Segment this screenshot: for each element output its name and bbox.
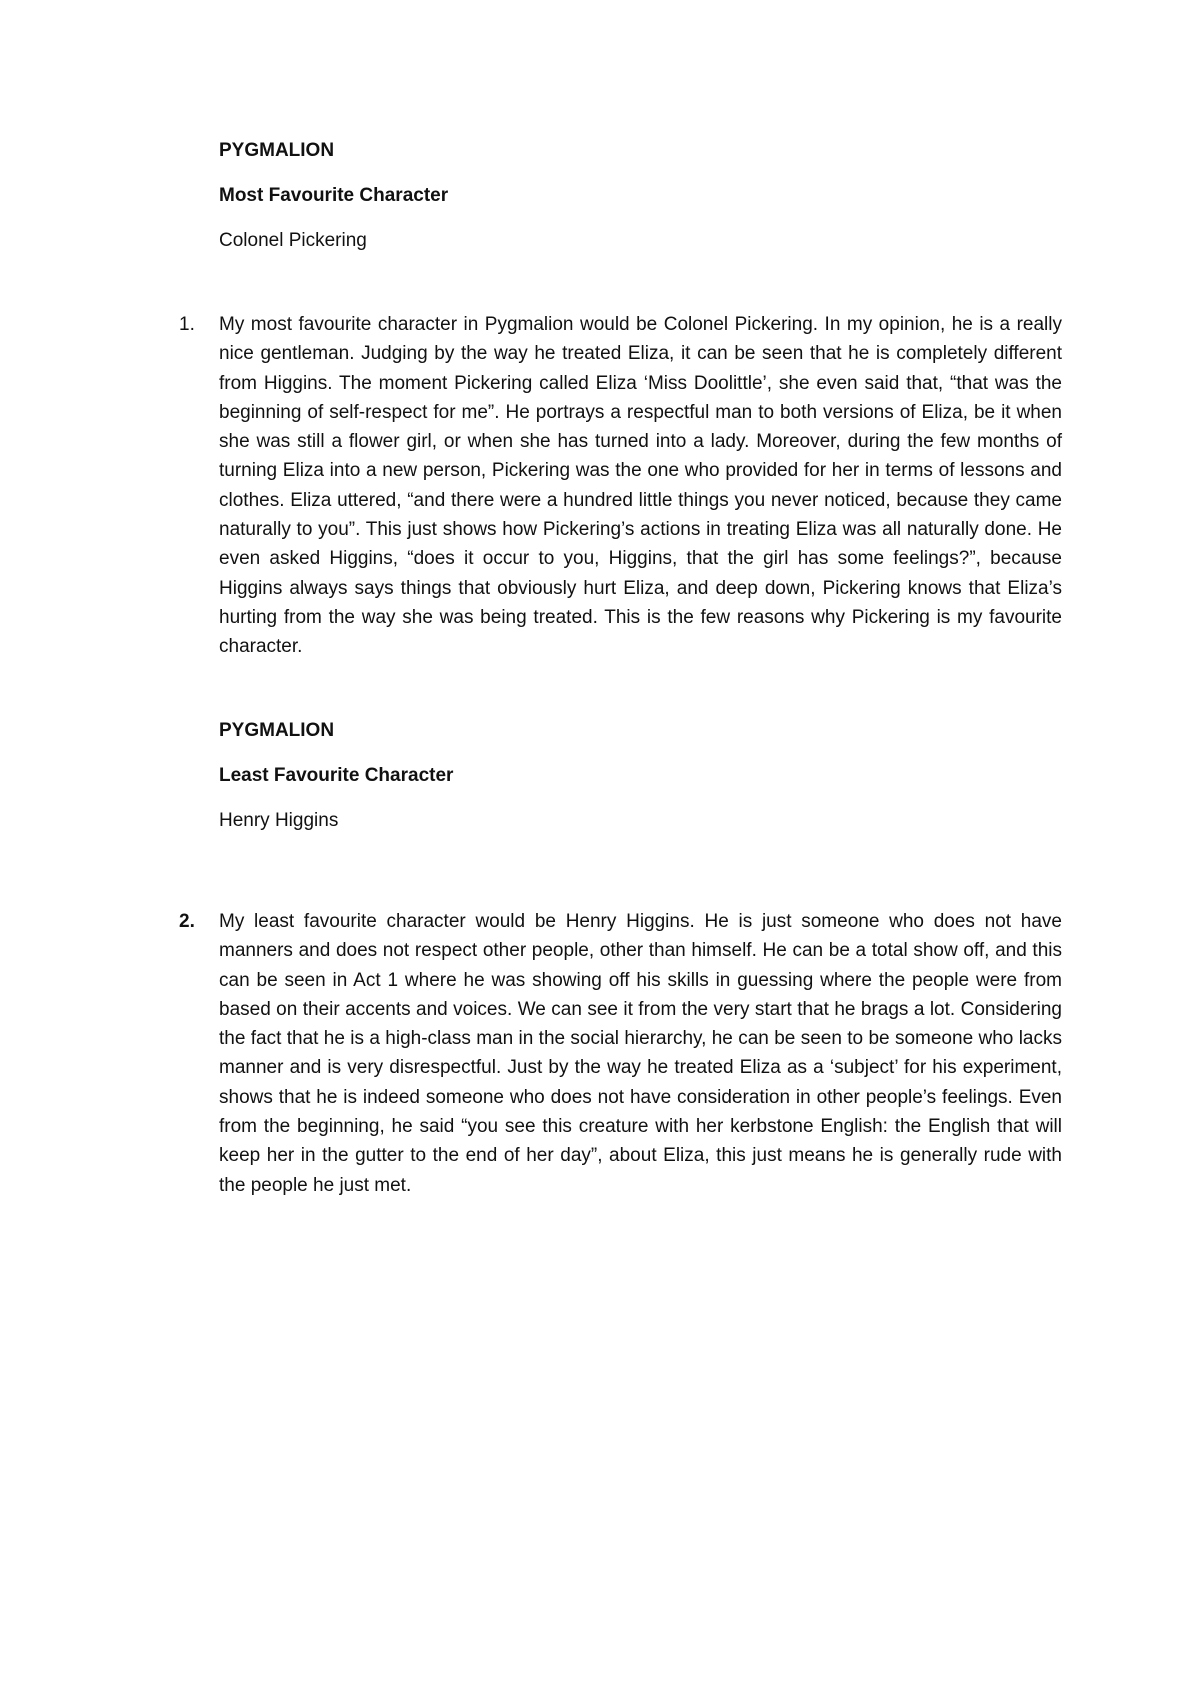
- section-subheading: Most Favourite Character: [219, 185, 449, 206]
- list-item-least-favourite: [179, 907, 1062, 1200]
- section-least-favourite-header: [219, 720, 1062, 832]
- section-heading: PYGMALION: [219, 140, 335, 161]
- list-item-number: 2.: [179, 911, 195, 932]
- paragraph-favourite: My most favourite character in Pygmalion would be Colonel Pickering. In my opinion, he is a really nice gentleman. Judging by the way he treated Eliza, it can be seen that he is completely different from Higgins. The moment Pickering called Eliza ‘Miss Doolittle’, she even said that, “that was the beginning of self-respect for me”. He portrays a respectful man to both versions of Eliza, be it when she was still a flower girl, or when she has turned into a lady. Moreover, during the few months of turning Eliza into a new person, Pickering was the one who provided for her in terms of lessons and clothes. Eliza uttered, “and there were a hundred little things you never noticed, because they came naturally to you”. This just shows how Pickering’s actions in treating Eliza was all naturally done. He even asked Higgins, “does it occur to you, Higgins, that the girl has some feelings?”, because Higgins always says things that obviously hurt Eliza, and deep down, Pickering knows that Eliza’s hurting from the way she was being treated. This is the few reasons why Pickering is my favourite character.: [219, 314, 1062, 658]
- character-name: Henry Higgins: [219, 810, 339, 831]
- character-name: Colonel Pickering: [219, 230, 367, 251]
- section-favourite-header: [219, 140, 1062, 252]
- section-subheading: Least Favourite Character: [219, 765, 454, 786]
- list-item-favourite: [179, 310, 1062, 662]
- section-heading: PYGMALION: [219, 720, 335, 741]
- list-item-number: 1.: [179, 314, 195, 335]
- paragraph-least-favourite: My least favourite character would be Henry Higgins. He is just someone who does not have manners and does not respect other people, other than himself. He can be a total show off, and this can be seen in Act 1 where he was showing off his skills in guessing where the people were from based on their accents and voices. We can see it from the very start that he brags a lot. Considering the fact that he is a high-class man in the social hierarchy, he can be seen to be someone who lacks manner and is very disrespectful. Just by the way he treated Eliza as a ‘subject’ for his experiment, shows that he is indeed someone who does not have consideration in other people’s feelings. Even from the beginning, he said “you see this creature with her kerbstone English: the English that will keep her in the gutter to the end of her day”, about Eliza, this just means he is generally rude with the people he just met.: [219, 911, 1062, 1196]
